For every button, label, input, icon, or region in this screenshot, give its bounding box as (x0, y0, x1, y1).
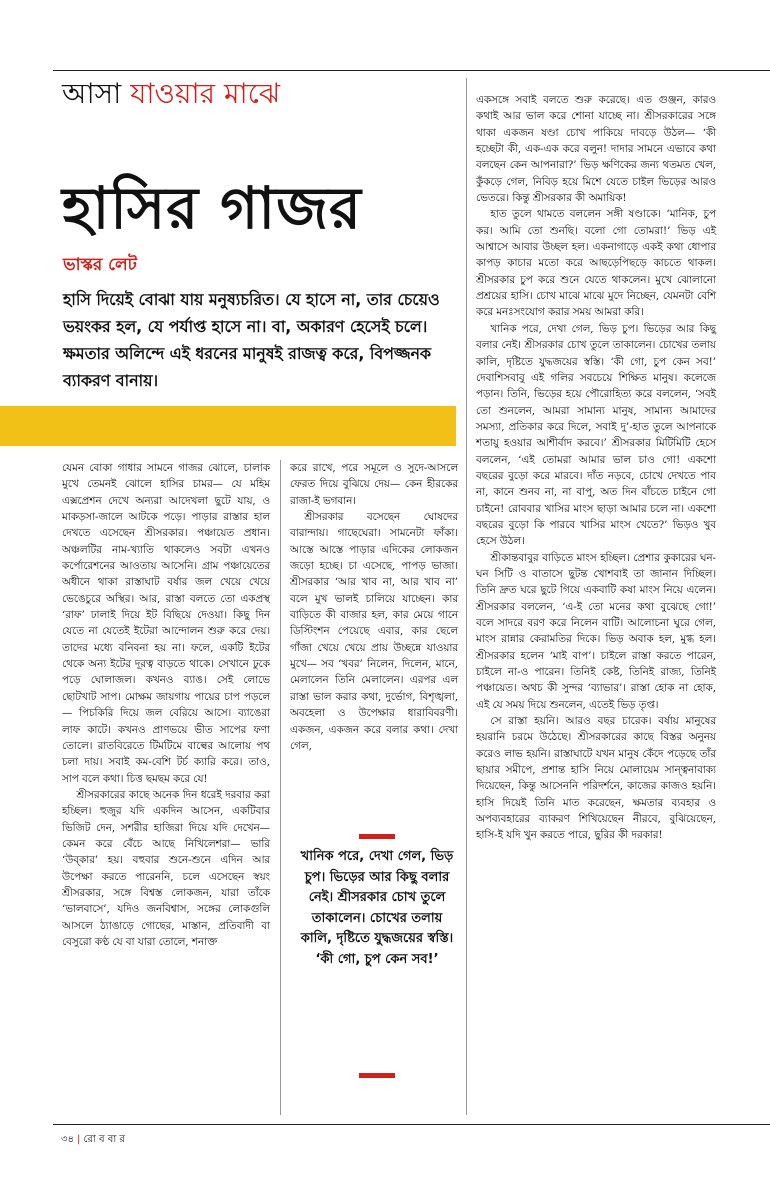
section-heading (62, 78, 280, 110)
body-column-3 (476, 92, 716, 844)
top-rule (53, 70, 770, 71)
pullquote-bottom-bar (359, 1073, 395, 1078)
paragraph: শ্রীকান্তবাবুর বাড়িতে মাংস হচ্ছিল। প্রেশার কুকারের ঘন-ঘন সিটি ও বাতাসে ছুটন্ত খোশবাই তা জানান দিচ্ছিল। তিনি দ্রুত ঘরে ছুটে গিয়ে একবাটি কষা মাংস নিয়ে এলেন। শ্রীসরকার বললেন, ‘এ-ই তো মনের কথা বুঝেছে গো!’ বলে সাদরে বরণ করে নিলেন বাটি। আলোচনা ঘুরে গেল, মাংস রান্নার কেরামতির দিকে। ভিড় অবাক হল, মুগ্ধ হল। শ্রীসরকার হলেন ‘মাই বাপ’। চাইলে রাস্তা করতে পারেন, চাইলে না-ও পারেন। তিনিই কেষ্ট, তিনিই রাজ্য, তিনিই পঞ্চায়েত। অথচ কী সুন্দর ‘ব্যাভার’। রাস্তা হোক না হোক, এই যে সময় দিয়ে শুনলেন, এতেই ভিড় তৃপ্ত। (476, 551, 716, 711)
yellow-band (0, 406, 456, 446)
paragraph: সে রাস্তা হয়নি। আরও বছর চারেক। বর্ষায় মানুষের হয়রানি চরমে উঠেছে। শ্রীসরকারের কাছে বিস্তর অনুনয় করেও লাভ হয়নি। রাস্তাঘাটে যখন মানুষ কেঁদে পড়েছে তাঁর ছায়ার সমীপে, প্রশান্ত হাসি নিয়ে মোলায়েম সান্ত্বনাবাক্য দিয়েছেন, কিন্তু আসেননি পরিদর্শনে, কাজের কাজও হয়নি। হাসি দিয়েই তিনি মাত করেছেন, ক্ষমতার ব্যবহার ও অপব্যবহারের ব্যাকরণ শিখিয়েছেন নীরবে, বুঝিয়েছেন, হাসি-ই যদি খুন করতে পারে, ছুরির কী দরকার! (476, 715, 716, 842)
pullquote-top-bar (359, 834, 395, 839)
magazine-name: রো ব বা র (83, 1134, 125, 1145)
standfirst-text: হাসি দিয়েই বোঝা যায় মনুষ্যচরিত। যে হাসে না, তার চেয়েও ভয়ংকর হল, যে পর্যাপ্ত হাসে না। বা, অকারণ হেসেই চলে। ক্ষমতার অলিন্দে এই ধরনের মানুষই রাজত্ব করে, বিপজ্জনক ব্যাকরণ বানায়। (63, 290, 440, 390)
column-divider (280, 460, 281, 1115)
section-heading-part1: আসা (62, 77, 122, 110)
page-number: ৩৪ (61, 1134, 74, 1145)
paragraph: হাত তুলে থামতে বললেন সঙ্গী ষণ্ডাকে। ‘মানিক, চুপ কর। আমি তো শুনছি। বলো গো তোমরা!’ ভিড় এই আশ্বাসে আবার উচ্ছল হল। একনাগাড়ে একই কথা ধোপার কাপড় কাচার মতো করে আছড়েপিছড়ে কাচতে থাকল। শ্রীসরকার চুপ করে শুনে যেতে থাকলেন। মুখে ঝোলানো প্রশ্রয়ের হাসি। চোখ মাঝে মাঝে মুদে নিচ্ছেন, যেমনটা বেশি করে মনঃসংযোগ করার সময় আমরা করি। (476, 208, 716, 319)
bottom-rule (53, 1124, 770, 1125)
folio (61, 1133, 125, 1147)
paragraph: শ্রীসরকারের কাছে অনেক দিন ধরেই দরবার করা হচ্ছিল। হুজুর যদি একদিন আসেন, একটিবার ভিজিট দেন, সশরীর হাজিরা দিয়ে যদি দেখেন— কেমন করে বেঁচে আছে নিখিলেশরা— ভারি ‘উব্‌কার’ হয়। বহুবার শুনে-শুনে এদিন আর উপেক্ষা করতে পারেননি, চলে এসেছেন স্বয়ং শ্রীসরকার, সঙ্গে বিশ্বস্ত লোকজন, যারা তাঁকে ‘ভালবাসে’, যদিও জনবিশ্বাস, সঙ্গের লোকগুলি আসলে ঠ্যাঙাড়ে গোছের, মাস্তান, প্রতিবাদী বা বেসুরো কণ্ঠ যে বা যারা তোলে, শনাক্ত (62, 788, 270, 948)
paragraph: যেমন বোকা গাধার সামনে গাজর ঝোলে, চালাক মুখে তেমনই ঝোলে হাসির চামর— যে মহিম এক্সপ্রেশন দেখে অন্যরা আদেখলা ছুটে যায়, ও মাকড়সা-জালে আটকে পড়ে। পাড়ার রাস্তার হাল দেখতে এসেছেন শ্রীসরকার। পঞ্চায়েত প্রধান। অঞ্চলটির নাম-খ্যাতি থাকলেও সবটা এখনও কর্পোরেশনের আওতায় আসেনি। গ্রাম পঞ্চায়েতের অধীনে থাকা রাস্তাঘাট বর্ষার জল খেয়ে খেয়ে ভেঙেচুরে অস্থির। আর, রাস্তা বলতে তো একপ্রস্থ ‘রাফ’ ঢালাই দিয়ে ইট বিছিয়ে দেওয়া। কিছু দিন যেতে না যেতেই ইটেরা আন্দোলন শুরু করে দেয়। তাদের মধ্যে বনিবনা হয় না। ফলে, একটি ইটের থেকে অন্য ইটের দূরত্ব বাড়তে থাকে। সেখানে ঢুকে পড়ে ঘোলাজল। কখনও ব্যাঙ। সেই লোভে ছোটখাট সাপ। মোক্ষম জায়গায় পায়ের চাপ পড়লে— পিচকিরি দিয়ে জল বেরিয়ে আসে। ব্যাঙেরা লাফ কাটে। কখনও প্রাণভয়ে ভীত সাপের ফণা তোলে। রাতবিরেতে টিমটিমে বাল্বের আলোয় পথ চলা দায়। সবাই কম-বেশি টর্চ ক্যারি করে। তাও, সাপ বলে কথা। চিত্ত ছমছম করে যে! (62, 462, 270, 785)
paragraph: করে রাখে, পরে সমূলে ও সুদে-আসলে ফেরত দিয়ে বুঝিয়ে দেয়— কেন হীরকের রাজা-ই ভগবান। (290, 462, 458, 507)
paragraph: শ্রীসরকার বসেছেন ঘোষদের বারান্দায়। গাছেঘেরা। সামনেটা ফাঁকা। আস্তে আস্তে পাড়ার এদিকের লোকজন জড়ো হচ্ছে। চা এসেছে, পাপড় ভাজা। শ্রীসরকার ‘আর খাব না, আর খাব না’ বলে মুখ ভালই চালিয়ে যাচ্ছেন। কার বাড়িতে কী বাজার হল, কার মেয়ে গানে ডিস্টিংশন পেয়েছে এবার, কার ছেলে গাঁজা খেয়ে খেয়ে প্রায় উচ্ছন্নে যাওয়ার মুখে— সব ‘খবর’ নিলেন, দিলেন, মানে, মেলালেন তিনি মেলালেন। এরপর এল রাস্তা ভাল করার কথা, দুর্ভোগ, বিশৃঙ্খলা, অবহেলা ও উপেক্ষার ধারাবিবরণী। একজন, একজন করে বলার কথা। দেখা গেল, (290, 511, 458, 752)
body-column-1 (62, 460, 270, 950)
pull-quote: খানিক পরে, দেখা গেল, ভিড় চুপ। ভিড়ের আর কিছু বলার নেই। শ্রীসরকার চোখ তুলে তাকালেন। চোখের তলায় কালি, দৃষ্টিতে যুদ্ধজয়ের স্বস্তি। ‘কী গো, চুপ কেন সব!’ (300, 849, 454, 967)
section-heading-part2: যাওয়ার মাঝে (130, 77, 281, 110)
byline: ভাস্কর লেট (63, 255, 137, 275)
standfirst (63, 286, 463, 394)
folio-separator: | (77, 1134, 81, 1145)
paragraph: খানিক পরে, দেখা গেল, ভিড় চুপ। ভিড়ের আর কিছু বলার নেই। শ্রীসরকার চোখ তুলে তাকালেন। চোখের তলায় কালি, দৃষ্টিতে যুদ্ধজয়ের স্বস্তি। ‘কী গো, চুপ কেন সব!’ দেবাশিসবাবু এই গলির সবচেয়ে শিক্ষিত মানুষ। কলেজে পড়ান। তিনি, ভিড়ের হয়ে পৌরোহিত্য করে বললেন, ‘সবই তো শুনলেন, আমরা সামান্য মানুষ, সামান্য আমাদের সমস্যা, প্রতিকার করে দিলে, সবাই দু’-হাত তুলে আপনাকে শতায়ু হওয়ার আশীর্বাদ করবে।’ শ্রীসরকার মিটিমিটি হেসে বললেন, ‘এই তোমরা আমার ভাল চাও গো! একশো বছরের বুড়ো করে মারবে। দাঁত নড়বে, চোখে দেখতে পাব না, কানে শুনব না, না বাপু, অত দিন বাঁচতে চাইনে গো চাইনে! রোববার খাসির মাংস ছাড়া আমার চলে না। একশো বছরের বুড়ো কি পারবে খাসির মাংস খেতে?’ ভিড়ও খুব হেসে উঠল। (476, 322, 716, 548)
column-divider (466, 78, 467, 1115)
body-column-2 (290, 460, 458, 754)
paragraph: একসঙ্গে সবাই বলতে শুরু করেছে। এত গুঞ্জন, কারও কথাই আর ভাল করে শোনা যাচ্ছে না। শ্রীসরকারের সঙ্গে থাকা একজন ষণ্ডা চোখ পাকিয়ে দাবড়ে উঠল— ‘কী হচ্ছেটা কী, এক-এক করে বলুন! দাদার সামনে এভাবে কথা বলছেন কেন আপনারা?’ ভিড় ক্ষণিকের জন্য থতমত খেল, কুঁকড়ে গেল, নিবিড় হয়ে মিশে যেতে চাইল ভিড়ের আরও ভেতরে। কিন্তু শ্রীসরকার কী অমায়িক! (476, 94, 716, 205)
headline: হাসির গাজর (62, 174, 362, 242)
